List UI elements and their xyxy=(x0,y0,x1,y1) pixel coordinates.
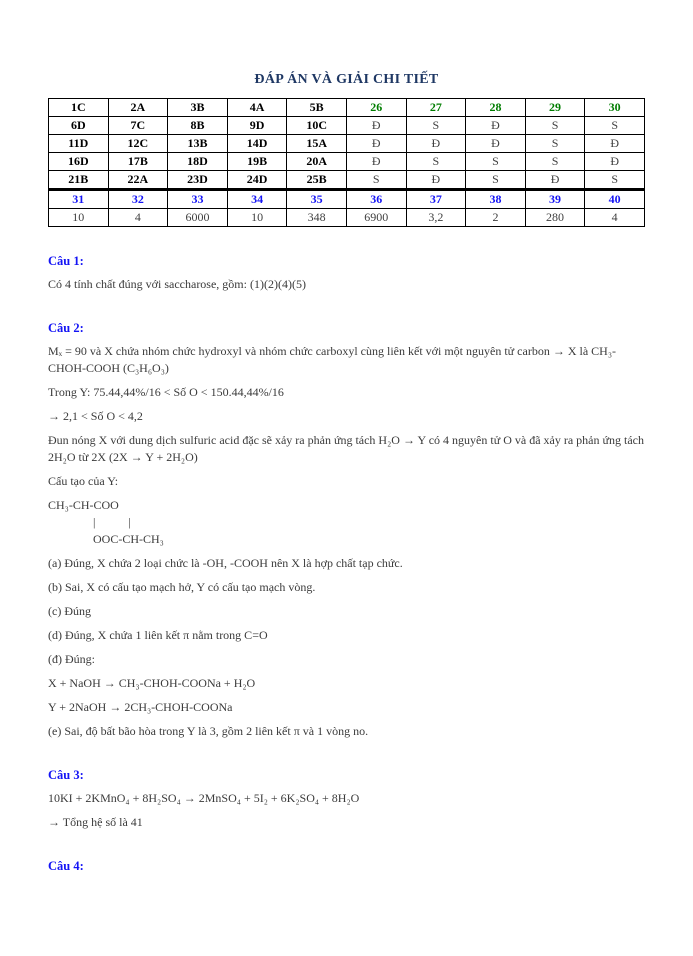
answer-cell: 2A xyxy=(108,99,168,117)
answer-cell: S xyxy=(346,171,406,190)
answer-key-table xyxy=(48,98,645,227)
question-heading: Câu 1: xyxy=(48,254,84,268)
solution-paragraph: (đ) Đúng: xyxy=(48,652,95,666)
answer-cell: 26 xyxy=(346,99,406,117)
solution-paragraph: → Tổng hệ số là 41 xyxy=(48,815,143,829)
answer-cell: 38 xyxy=(466,190,526,209)
answer-cell: S xyxy=(406,117,466,135)
answer-cell: 23D xyxy=(168,171,228,190)
answer-cell: 18D xyxy=(168,153,228,171)
answer-cell: Đ xyxy=(585,135,645,153)
solution-paragraph: (d) Đúng, X chứa 1 liên kết π nằm trong C=O xyxy=(48,628,268,642)
formula-line: | | xyxy=(48,515,131,529)
solutions xyxy=(48,254,645,874)
answer-cell: S xyxy=(585,117,645,135)
answer-cell: 4 xyxy=(585,209,645,227)
answer-cell: 34 xyxy=(227,190,287,209)
answer-cell: 27 xyxy=(406,99,466,117)
solution-section xyxy=(48,768,645,831)
answer-cell: 32 xyxy=(108,190,168,209)
solution-paragraph: (e) Sai, độ bất bão hòa trong Y là 3, gồm 2 liên kết π và 1 vòng no. xyxy=(48,724,369,738)
answer-cell: 22A xyxy=(108,171,168,190)
answer-row xyxy=(49,209,645,227)
answer-cell: S xyxy=(406,153,466,171)
answer-cell: 33 xyxy=(168,190,228,209)
answer-cell: 17B xyxy=(108,153,168,171)
answer-cell: 3B xyxy=(168,99,228,117)
solution-paragraph: Cấu tạo của Y: xyxy=(48,474,119,488)
answer-cell: 14D xyxy=(227,135,287,153)
answer-cell: Đ xyxy=(466,135,526,153)
answer-cell: 3,2 xyxy=(406,209,466,227)
question-heading: Câu 3: xyxy=(48,768,84,782)
answer-row xyxy=(49,117,645,135)
answer-cell: 36 xyxy=(346,190,406,209)
answer-cell: 9D xyxy=(227,117,287,135)
answer-cell: S xyxy=(525,135,585,153)
answer-cell: Đ xyxy=(346,135,406,153)
answer-cell: 280 xyxy=(525,209,585,227)
answer-cell: 348 xyxy=(287,209,347,227)
answer-row xyxy=(49,190,645,209)
solution-section xyxy=(48,321,645,740)
answer-cell: Đ xyxy=(346,153,406,171)
answer-cell: 16D xyxy=(49,153,109,171)
answer-cell: 7C xyxy=(108,117,168,135)
answer-cell: 12C xyxy=(108,135,168,153)
solution-paragraph: X + NaOH → CH₃-CHOH-COONa + H₂O xyxy=(48,676,256,690)
solution-paragraph: Đun nóng X với dung dịch sulfuric acid đặc sẽ xảy ra phản ứng tách H₂O → Y có 4 nguyên tử O và đã xảy ra phản ứng tách 2H₂O từ 2X (2X → Y + 2H₂O) xyxy=(48,433,644,464)
answer-cell: 15A xyxy=(287,135,347,153)
answer-row xyxy=(49,99,645,117)
answer-cell: 20A xyxy=(287,153,347,171)
answer-row xyxy=(49,171,645,190)
answer-cell: Đ xyxy=(346,117,406,135)
answer-cell: 4A xyxy=(227,99,287,117)
solution-paragraph: Trong Y: 75.44,44%/16 < Số O < 150.44,44%/16 xyxy=(48,385,284,399)
solution-paragraph: → 2,1 < Số O < 4,2 xyxy=(48,409,143,423)
answer-cell: 10 xyxy=(49,209,109,227)
answer-cell: 39 xyxy=(525,190,585,209)
answer-cell: 30 xyxy=(585,99,645,117)
answer-cell: Đ xyxy=(406,135,466,153)
answer-cell: 5B xyxy=(287,99,347,117)
answer-cell: 11D xyxy=(49,135,109,153)
answer-cell: Đ xyxy=(525,171,585,190)
answer-cell: 29 xyxy=(525,99,585,117)
answer-cell: S xyxy=(466,153,526,171)
answer-cell: 2 xyxy=(466,209,526,227)
page-title: ĐÁP ÁN VÀ GIẢI CHI TIẾT xyxy=(254,72,439,87)
solution-section xyxy=(48,254,645,293)
answer-cell: 13B xyxy=(168,135,228,153)
solution-paragraph: (c) Đúng xyxy=(48,604,91,618)
answer-cell: Đ xyxy=(406,171,466,190)
answer-cell: 37 xyxy=(406,190,466,209)
formula-line: OOC-CH-CH₃ xyxy=(48,532,164,546)
answer-row xyxy=(49,135,645,153)
answer-cell: S xyxy=(525,153,585,171)
solution-paragraph: Y + 2NaOH → 2CH₃-CHOH-COONa xyxy=(48,700,233,714)
answer-cell: 10C xyxy=(287,117,347,135)
answer-cell: 28 xyxy=(466,99,526,117)
answer-cell: S xyxy=(525,117,585,135)
answer-cell: 24D xyxy=(227,171,287,190)
formula-line: CH₃-CH-COO xyxy=(48,498,119,512)
answer-cell: 21B xyxy=(49,171,109,190)
answer-cell: S xyxy=(585,171,645,190)
answer-cell: 8B xyxy=(168,117,228,135)
structural-formula xyxy=(48,497,645,548)
solution-paragraph: Mₓ = 90 và X chứa nhóm chức hydroxyl và nhóm chức carboxyl cùng liên kết với một nguyên tử carbon → X là CH₃-CHOH-COOH (C₃H₆O₃) xyxy=(48,344,617,375)
solution-paragraph: 10KI + 2KMnO₄ + 8H₂SO₄ → 2MnSO₄ + 5I₂ + 6K₂SO₄ + 8H₂O xyxy=(48,791,360,805)
answer-cell: 6000 xyxy=(168,209,228,227)
solution-paragraph: (a) Đúng, X chứa 2 loại chức là -OH, -COOH nên X là hợp chất tạp chức. xyxy=(48,556,403,570)
answer-cell: S xyxy=(466,171,526,190)
question-heading: Câu 4: xyxy=(48,859,84,873)
answer-cell: Đ xyxy=(585,153,645,171)
answer-cell: 6900 xyxy=(346,209,406,227)
answer-cell: 25B xyxy=(287,171,347,190)
answer-cell: 35 xyxy=(287,190,347,209)
answer-cell: 1C xyxy=(49,99,109,117)
answer-cell: 31 xyxy=(49,190,109,209)
answer-cell: 40 xyxy=(585,190,645,209)
solution-paragraph: Có 4 tính chất đúng với saccharose, gồm: (1)(2)(4)(5) xyxy=(48,277,306,291)
answer-cell: Đ xyxy=(466,117,526,135)
solution-paragraph: (b) Sai, X có cấu tạo mạch hở, Y có cấu tạo mạch vòng. xyxy=(48,580,316,594)
answer-cell: 19B xyxy=(227,153,287,171)
answer-cell: 6D xyxy=(49,117,109,135)
solution-section xyxy=(48,859,645,874)
answer-key-table-body xyxy=(49,99,645,227)
answer-cell: 10 xyxy=(227,209,287,227)
answer-row xyxy=(49,153,645,171)
question-heading: Câu 2: xyxy=(48,321,84,335)
answer-cell: 4 xyxy=(108,209,168,227)
